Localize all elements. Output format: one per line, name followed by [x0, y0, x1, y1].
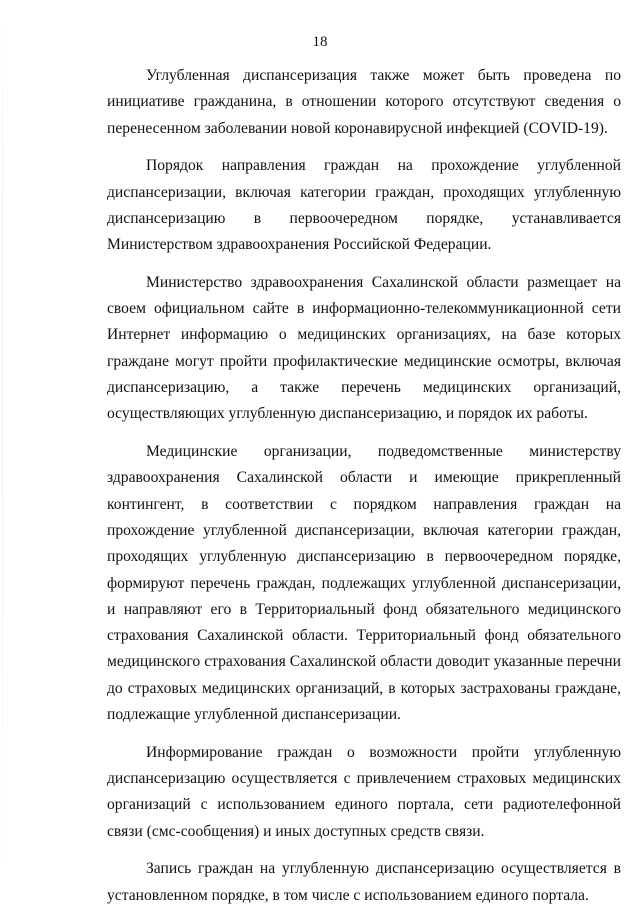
scan-edge: [2, 0, 3, 905]
paragraph-4: Медицинские организации, подведомственные министерству здравоохранения Сахалинской области и имеющие прикрепленный контингент, в соответствии с порядком направления граждан на прохождение углубленной диспансеризации, включая категории граждан, проходящих углубленную диспансеризацию в первоочередном порядке, формируют перечень граждан, подлежащих углубленной диспансеризации, и направляют его в Территориальный фонд обязательного медицинского страхования Сахалинской области. Территориальный фонд обязательного медицинского страхования Сахалинской области доводит указанные перечни до страховых медицинских организаций, в которых застрахованы граждане, подлежащие углубленной диспансеризации.: [107, 443, 621, 723]
page-number: 18: [312, 34, 328, 50]
paragraph-6: Запись граждан на углубленную диспансеризацию осуществляется в установленном порядке, в том числе с использованием единого портала.: [107, 860, 621, 904]
document-body: [107, 63, 621, 909]
paragraph-2: Порядок направления граждан на прохождение углубленной диспансеризации, включая категории граждан, проходящих углубленную диспансеризацию в первоочередном порядке, устанавливается Министерством здравоохранения Российской Федерации.: [107, 157, 621, 254]
paragraph-1: Углубленная диспансеризация также может быть проведена по инициативе гражданина, в отношении которого отсутствуют сведения о перенесенном заболевании новой коронавирусной инфекцией (COVID-19).: [107, 67, 621, 137]
paragraph-5: Информирование граждан о возможности пройти углубленную диспансеризацию осуществляется с привлечением страховых медицинских организаций с использованием единого портала, сети радиотелефонной связи (смс-сообщения) и иных доступных средств связи.: [107, 743, 621, 840]
paragraph-3: Министерство здравоохранения Сахалинской области размещает на своем официальном сайте в информационно-телекоммуникационной сети Интернет информацию о медицинских организациях, на базе которых граждане могут пройти профилактические медицинские осмотры, включая диспансеризацию, а также перечень медицинских организаций, осуществляющих углубленную диспансеризацию, и порядок их работы.: [107, 273, 621, 423]
